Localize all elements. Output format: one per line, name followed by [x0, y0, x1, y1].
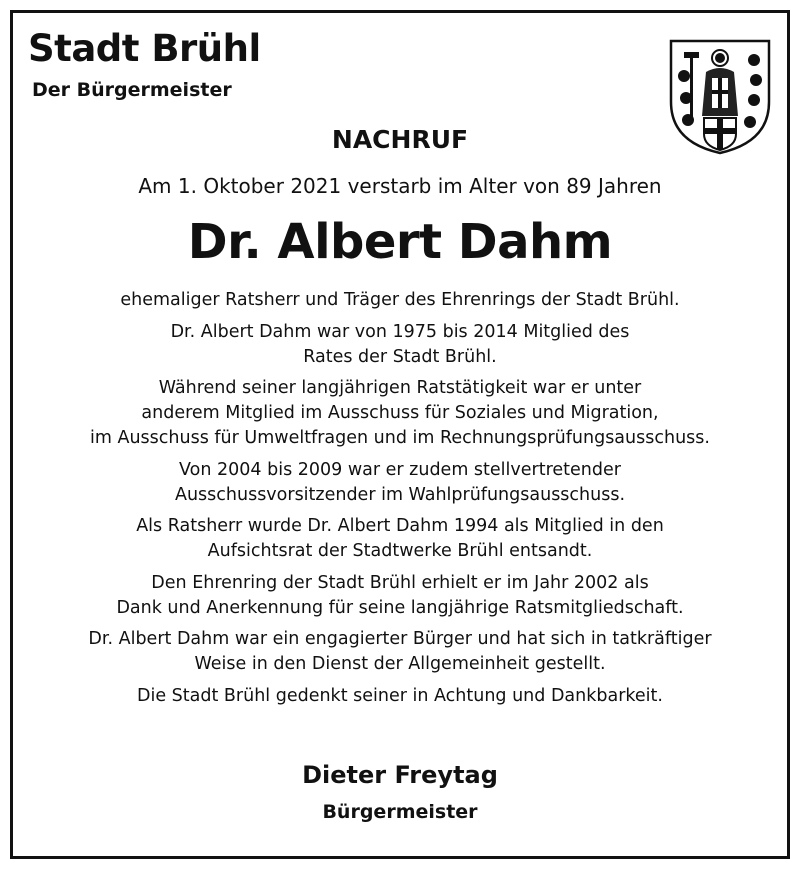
text-line: anderem Mitglied im Ausschuss für Soziales und Migration,	[141, 403, 659, 423]
text-line: im Ausschuss für Umweltfragen und im Rechnungsprüfungsausschuss.	[90, 428, 710, 448]
text-line: Weise in den Dienst der Allgemeinheit gestellt.	[194, 654, 606, 674]
organization-name: Stadt Brühl	[28, 27, 261, 70]
deceased-name: Dr. Albert Dahm	[187, 214, 613, 270]
text-line: Als Ratsherr wurde Dr. Albert Dahm 1994 als Mitglied in den	[136, 516, 664, 536]
paragraph	[13, 684, 787, 709]
paragraph	[13, 376, 787, 451]
text-line: ehemaliger Ratsherr und Träger des Ehrenrings der Stadt Brühl.	[120, 290, 680, 310]
paragraph	[13, 571, 787, 621]
text-line: Ausschussvorsitzender im Wahlprüfungsausschuss.	[174, 484, 626, 505]
text-line: Die Stadt Brühl gedenkt seiner in Achtung und Dankbarkeit.	[137, 685, 663, 706]
paragraph	[13, 288, 787, 313]
text-line: Während seiner langjährigen Ratstätigkeit war er unter	[158, 378, 642, 398]
department-name: Der Bürgermeister	[32, 79, 232, 101]
paragraph	[13, 320, 787, 370]
notice-title: NACHRUF	[331, 125, 469, 154]
death-announcement: Am 1. Oktober 2021 verstarb im Alter von 89 Jahren	[138, 174, 662, 198]
text-line: Dank und Anerkennung für seine langjährige Ratsmitgliedschaft.	[116, 597, 684, 618]
text-line: Rates der Stadt Brühl.	[303, 346, 497, 367]
text-line: Dr. Albert Dahm war ein engagierter Bürger und hat sich in tatkräftiger	[88, 629, 712, 649]
signer-role: Bürgermeister	[322, 801, 478, 823]
text-line: Dr. Albert Dahm war von 1975 bis 2014 Mitglied des	[170, 321, 630, 342]
paragraph	[13, 627, 787, 677]
text-line: Von 2004 bis 2009 war er zudem stellvertretender	[179, 459, 621, 480]
signer-name: Dieter Freytag	[302, 761, 498, 789]
paragraph	[13, 514, 787, 564]
paragraph	[13, 458, 787, 508]
text-line: Den Ehrenring der Stadt Brühl erhielt er im Jahr 2002 als	[151, 572, 649, 593]
text-line: Aufsichtsrat der Stadtwerke Brühl entsandt.	[207, 541, 593, 561]
obituary-text	[13, 288, 787, 715]
